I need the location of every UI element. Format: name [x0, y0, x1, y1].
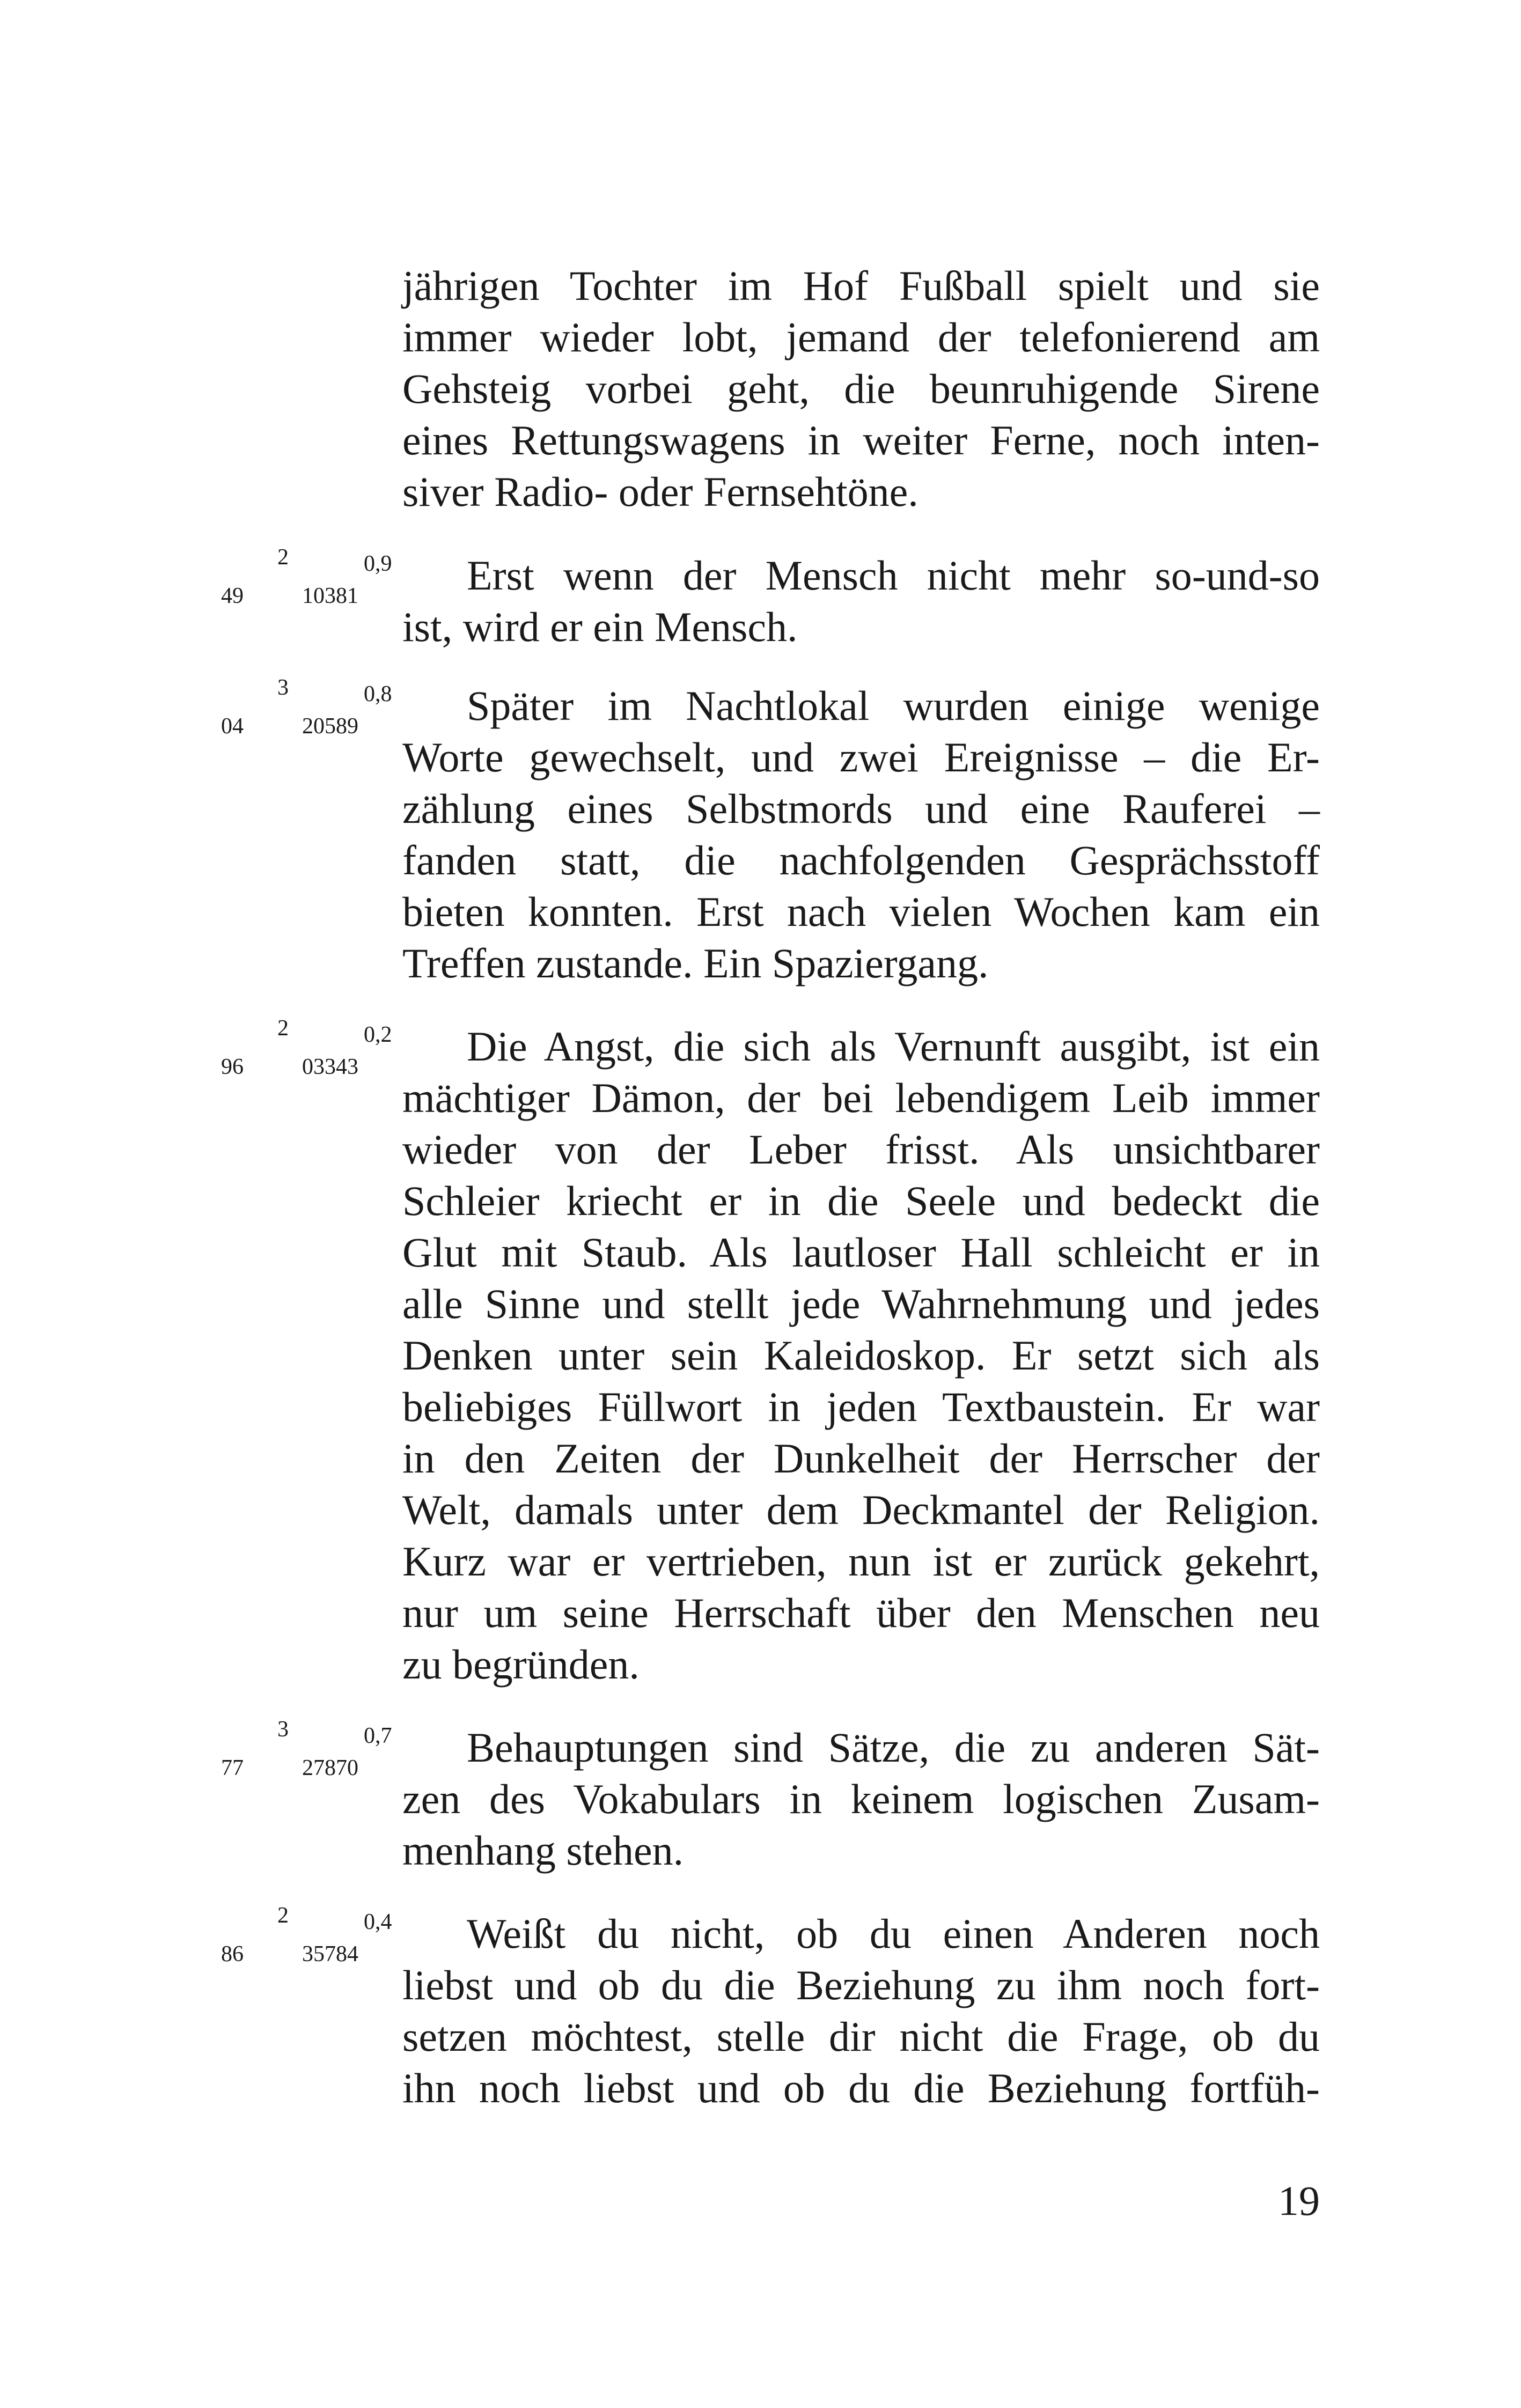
entry-weight: 0,9: [364, 551, 392, 576]
text-line: fanden statt, die nachfolgenden Gesprächsstoff: [402, 837, 1320, 883]
entry-id: 27870: [302, 1756, 358, 1780]
entry-id: 03343: [302, 1055, 358, 1079]
text-line: Treffen zustande. Ein Spaziergang.: [402, 940, 989, 986]
text-line: Erst wenn der Mensch nicht mehr so-und-so: [467, 552, 1320, 599]
entry-id: 10381: [302, 584, 358, 608]
entry-weight: 0,2: [364, 1022, 392, 1047]
text-line: jährigen Tochter im Hof Fußball spielt und sie: [402, 262, 1320, 309]
text-line: zu begründen.: [402, 1641, 640, 1688]
entry-id: 20589: [302, 714, 358, 739]
entry-left-number: 49: [221, 584, 244, 608]
text-line: Worte gewechselt, und zwei Ereignisse – die Er-: [402, 734, 1320, 780]
entry-count: 2: [277, 1903, 289, 1928]
entry-left-number: 96: [221, 1055, 244, 1079]
text-line: ist, wird er ein Mensch.: [402, 603, 798, 650]
text-line: Gehsteig vorbei geht, die beunruhigende Sirene: [402, 365, 1320, 412]
text-line: menhang stehen.: [402, 1827, 684, 1874]
entry-id: 35784: [302, 1942, 358, 1967]
text-line: siver Radio- oder Fernsehtöne.: [402, 468, 919, 515]
text-line: mächtiger Dämon, der bei lebendigem Leib immer: [402, 1074, 1320, 1121]
text-line: Behauptungen sind Sätze, die zu anderen Sät-: [467, 1724, 1320, 1771]
text-line: alle Sinne und stellt jede Wahrnehmung und jedes: [402, 1280, 1320, 1327]
text-line: Weißt du nicht, ob du einen Anderen noch: [467, 1910, 1320, 1957]
entry-count: 3: [277, 675, 289, 700]
text-line: wieder von der Leber frisst. Als unsichtbarer: [402, 1126, 1320, 1173]
entry-count: 2: [277, 1016, 289, 1041]
text-line: liebst und ob du die Beziehung zu ihm noch fort-: [402, 1962, 1320, 2008]
entry-weight: 0,4: [364, 1910, 392, 1934]
entry-count: 2: [277, 545, 289, 570]
text-line: Die Angst, die sich als Vernunft ausgibt, ist ein: [467, 1023, 1320, 1070]
text-line: Später im Nachtlokal wurden einige wenige: [467, 682, 1320, 729]
text-line: immer wieder lobt, jemand der telefonierend am: [402, 314, 1320, 360]
text-line: zählung eines Selbstmords und eine Rauferei –: [402, 785, 1320, 832]
text-line: nur um seine Herrschaft über den Menschen neu: [402, 1589, 1320, 1636]
text-line: Kurz war er vertrieben, nun ist er zurück gekehrt,: [402, 1538, 1320, 1585]
text-line: Glut mit Staub. Als lautloser Hall schleicht er in: [402, 1229, 1320, 1276]
page-number: 19: [1278, 2177, 1320, 2224]
text-line: in den Zeiten der Dunkelheit der Herrscher der: [402, 1435, 1320, 1482]
entry-left-number: 77: [221, 1756, 244, 1780]
text-line: setzen möchtest, stelle dir nicht die Frage, ob du: [402, 2013, 1320, 2060]
text-line: bieten konnten. Erst nach vielen Wochen kam ein: [402, 888, 1320, 935]
entry-count: 3: [277, 1717, 289, 1742]
text-line: Welt, damals unter dem Deckmantel der Religion.: [402, 1486, 1320, 1533]
text-line: ihn noch liebst und ob du die Beziehung fortfüh-: [402, 2065, 1320, 2111]
entry-weight: 0,7: [364, 1724, 392, 1748]
text-line: eines Rettungswagens in weiter Ferne, noch inten-: [402, 417, 1320, 463]
text-line: Schleier kriecht er in die Seele und bedeckt die: [402, 1177, 1320, 1224]
text-line: zen des Vokabulars in keinem logischen Zusam-: [402, 1776, 1320, 1822]
entry-weight: 0,8: [364, 682, 392, 706]
text-line: beliebiges Füllwort in jeden Textbaustein. Er war: [402, 1383, 1320, 1430]
text-line: Denken unter sein Kaleidoskop. Er setzt sich als: [402, 1332, 1320, 1379]
entry-left-number: 86: [221, 1942, 244, 1967]
entry-left-number: 04: [221, 714, 244, 739]
